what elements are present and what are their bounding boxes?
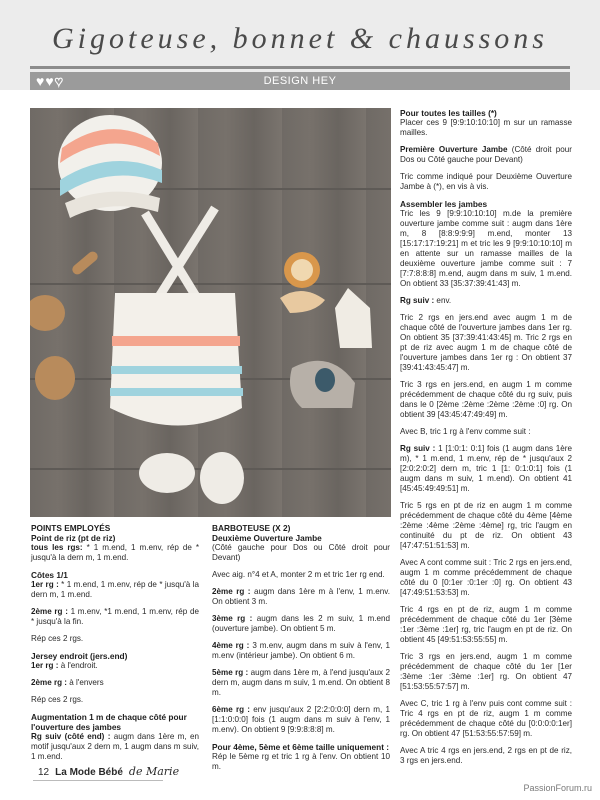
instruction-paragraph bbox=[400, 652, 572, 692]
instruction-text: Avec A cont comme suit : Tric 2 rgs en jers.end, augm 1 m comme précédemment de chaque côté du 0 [0:1er :0:1er :0] rg. On obtient 43 [47:49:51:53:53] m. bbox=[400, 558, 572, 597]
row-label: 6ème rg : bbox=[212, 705, 251, 714]
instruction-text: augm dans 1ère m à l'env, 1 m.env. On obtient 3 m. bbox=[212, 587, 390, 606]
heart-icon: ♥ bbox=[45, 73, 54, 89]
instruction-paragraph bbox=[31, 695, 199, 705]
instruction-paragraph bbox=[212, 752, 390, 772]
instruction-text: Rép ces 2 rgs. bbox=[31, 695, 84, 704]
instruction-text: augm dans 1ère m, à l'end jusqu'aux 2 dern m, augm dans m suiv, 1 m.end. On obtient 8 m. bbox=[212, 668, 390, 697]
instruction-text: Tric 3 rgs en jers.end, en augm 1 m comme précédemment de chaque côté du rg suiv, puis dans le 0 [2ème :2ème :2ème :2ème :0] rg. On obtient 39 [43:45:47:49:49] m. bbox=[400, 380, 572, 419]
section-subheading: Jersey endroit (jers.end) bbox=[31, 651, 128, 661]
section-subheading: Pour 4ème, 5ème et 6ème taille uniquement : bbox=[212, 742, 390, 752]
instruction-paragraph bbox=[212, 668, 390, 698]
straps-illustration bbox=[145, 208, 215, 303]
section-subheading: Augmentation 1 m de chaque côté pour l'ouverture des jambes bbox=[31, 712, 187, 732]
instruction-paragraph bbox=[31, 580, 199, 600]
instruction-paragraph bbox=[400, 605, 572, 645]
column-3 bbox=[400, 108, 572, 773]
section-subheading: Assembler les jambes bbox=[400, 199, 488, 209]
row-label: tous les rgs: bbox=[31, 543, 83, 552]
heart-outline-icon: ♥ bbox=[54, 73, 63, 89]
page-header bbox=[0, 0, 600, 90]
row-label: Rg suiv (côté end) : bbox=[31, 732, 111, 741]
row-label: 2ème rg : bbox=[31, 678, 67, 687]
instruction-text: Tric 5 rgs en pt de riz en augm 1 m comme précédemment de chaque côté du 4ème [4ème :2ème :4ème :2ème :4ème] rg, tric l'augm en continuité du pt de riz. On obtient 43 [47:47:51:51:53] m. bbox=[400, 501, 572, 550]
instruction-text: Tric comme indiqué pour Deuxième Ouverture Jambe à (*), en vis à vis. bbox=[400, 172, 572, 191]
instruction-text: * 1 m.end, 1 m.env, rép de * jusqu'à la dern m, 1 m.end. bbox=[31, 580, 199, 599]
instruction-paragraph bbox=[400, 699, 572, 739]
product-photo bbox=[30, 108, 391, 517]
footer-rule bbox=[33, 780, 163, 781]
section-subheading: Point de riz (pt de riz) bbox=[31, 533, 116, 543]
instruction-text: 1 m.env, *1 m.end, 1 m.env, rép de * jusqu'à la fin. bbox=[31, 607, 199, 626]
heart-icon: ♥ bbox=[36, 73, 45, 89]
instruction-text: Avec A tric 4 rgs en jers.end, 2 rgs en pt de riz, 3 rgs en jers.end. bbox=[400, 746, 572, 765]
instruction-text: (Côté gauche pour Dos ou Côté droit pour Devant) bbox=[212, 543, 390, 562]
instruction-paragraph bbox=[31, 678, 199, 688]
instruction-text: augm dans les 2 m suiv, 1 m.end (ouverture jambe). On obtient 5 m. bbox=[212, 614, 390, 633]
instruction-text: Tric les 9 [9:9:10:10:10] m.de la première ouverture jambe comme suit : augm dans 1ère m, 8 [8:8:9:9:9] m.end, monter 13 [15:17:17:19:21] m et tric les 9 [9:9:10:10:10] m en attente sur un ramasse mailles de la deuxième ouverture jambe comme suit : 7 [7:7:8:8:8] m.end, augm dans m suiv, 1 m.end. On obtient 33 [35:37:39:41:43] m. bbox=[400, 209, 572, 288]
instruction-paragraph bbox=[212, 570, 390, 580]
instruction-paragraph bbox=[400, 296, 572, 306]
instruction-text: à l'endroit. bbox=[58, 661, 98, 670]
instruction-text: Avec B, tric 1 rg à l'env comme suit : bbox=[400, 427, 531, 436]
rattles-illustration bbox=[30, 250, 100, 400]
row-label: 1er rg : bbox=[31, 661, 59, 670]
instruction-text: Rép le 5ème rg et tric 1 rg à l'env. On obtient 10 m. bbox=[212, 752, 390, 771]
lion-toy-illustration bbox=[280, 252, 325, 313]
instruction-paragraph bbox=[212, 705, 390, 735]
instruction-paragraph bbox=[400, 145, 572, 165]
instruction-paragraph bbox=[400, 444, 572, 494]
elephant-toy-illustration bbox=[290, 361, 355, 408]
designer-credit: DESIGN HEY bbox=[263, 75, 337, 87]
row-label: 2ème rg : bbox=[31, 607, 68, 616]
instruction-text: env jusqu'aux 2 [2:2:0:0:0] dern m, 1 [1:1:0:0:0] fois (1 augm dans m suiv à l'env, 1 m.env). On obtient 9 [9:9:8:8:8] m. bbox=[212, 705, 390, 734]
instruction-paragraph bbox=[31, 661, 199, 671]
instruction-text: Tric 4 rgs en pt de riz, augm 1 m comme précédemment de chaque côté du 1er [3ème :1er :3ème :1er] rg, tric l'augm en pt de riz. On obtient 45 [49:51:53:55:55] m. bbox=[400, 605, 572, 644]
instruction-text: 3 m.env, augm dans m suiv à l'env, 1 m.env (intérieur jambe). On obtient 6 m. bbox=[212, 641, 390, 660]
column-2 bbox=[212, 523, 390, 779]
row-label: Rg suiv : bbox=[400, 444, 436, 453]
instruction-paragraph bbox=[400, 172, 572, 192]
magazine-name: La Mode Bébé bbox=[55, 767, 123, 778]
instruction-paragraph bbox=[400, 209, 572, 289]
instruction-text: * 1 m.end, 1 m.env, rép de * jusqu'à la dern m, 1 m.end. bbox=[31, 543, 199, 562]
instruction-paragraph bbox=[31, 607, 199, 627]
instruction-paragraph bbox=[400, 558, 572, 598]
instruction-text: (Côté droit pour Dos ou Côté gauche pour Devant) bbox=[400, 145, 573, 164]
instruction-text: Tric 3 rgs en jers.end, augm 1 m comme précédemment de chaque côté du 1er [1er :3ème :1er :3ème :1er] rg. On obtient 47 [51:53:55:57:57] m. bbox=[400, 652, 572, 691]
instruction-paragraph bbox=[31, 732, 199, 762]
instruction-text: à l'envers bbox=[67, 678, 104, 687]
romper-illustration bbox=[110, 293, 243, 426]
instruction-text: 1 [1:0:1: 0:1] fois (1 augm dans 1ère m), * 1 m.end, 1 m.env, rép de * jusqu'aux 2 [2:0:2:0:2] dern m, tric 1 [1: 0:1:0:1] fois (1 augm dans m suiv, 1 m.end). On obtient 41 [45:45:49:49:51] m. bbox=[400, 444, 573, 493]
magazine-script: de Marie bbox=[128, 765, 180, 778]
page-number: 12 bbox=[38, 767, 50, 778]
instruction-paragraph bbox=[400, 501, 572, 551]
title-rule bbox=[30, 66, 570, 69]
instruction-text: Avec C, tric 1 rg à l'env puis cont comme suit : Tric 4 rgs en pt de riz, augm 1 m comme précédemment de chaque côté du [0:0:0:0:1er] rg. On obtient 47 [51:53:55:57:59] m. bbox=[400, 699, 572, 738]
instruction-paragraph bbox=[31, 634, 199, 644]
column-1 bbox=[31, 523, 199, 769]
page-title: Gigoteuse, bonnet & chaussons bbox=[52, 22, 548, 55]
section-heading: POINTS EMPLOYÉS bbox=[31, 523, 111, 533]
section-heading: BARBOTEUSE (X 2) bbox=[212, 523, 291, 533]
instruction-text: Rép ces 2 rgs. bbox=[31, 634, 84, 643]
instruction-paragraph bbox=[212, 587, 390, 607]
instruction-paragraph bbox=[400, 118, 572, 138]
instruction-text: Avec aig. n°4 et A, monter 2 m et tric 1er rg end. bbox=[212, 570, 385, 579]
photo-illustration bbox=[30, 108, 391, 517]
instruction-paragraph bbox=[212, 543, 390, 563]
row-label: 1er rg : bbox=[31, 580, 59, 589]
section-subheading: Côtes 1/1 bbox=[31, 570, 68, 580]
instruction-text: augm dans 1ère m, en motif jusqu'aux 2 dern m, 1 augm dans m suiv, 1 m.end. bbox=[31, 732, 199, 761]
instruction-paragraph bbox=[212, 641, 390, 661]
instruction-paragraph bbox=[400, 313, 572, 373]
instruction-paragraph bbox=[31, 543, 199, 563]
instruction-paragraph bbox=[400, 746, 572, 766]
instruction-paragraph bbox=[400, 427, 572, 437]
watermark: PassionForum.ru bbox=[523, 783, 592, 793]
instruction-text: env. bbox=[434, 296, 452, 305]
instruction-text: Placer ces 9 [9:9:10:10:10] m sur un ramasse mailles. bbox=[400, 118, 572, 137]
section-subheading: Pour toutes les tailles (*) bbox=[400, 108, 497, 118]
hat-illustration bbox=[58, 115, 162, 218]
row-label: 5ème rg : bbox=[212, 668, 249, 677]
row-label: 3ème rg : bbox=[212, 614, 253, 623]
row-label: 2ème rg : bbox=[212, 587, 251, 596]
footer bbox=[38, 765, 179, 778]
row-label: Rg suiv : bbox=[400, 296, 435, 305]
row-label: Première Ouverture Jambe bbox=[400, 145, 508, 154]
booties-illustration bbox=[139, 452, 244, 504]
instruction-paragraph bbox=[400, 380, 572, 420]
row-label: 4ème rg : bbox=[212, 641, 250, 650]
instruction-text: Tric 2 rgs en jers.end avec augm 1 m de chaque côté de l'ouverture jambes dans 1er rg. On obtient 35 [37:39:41:43:45] m. Tric 2 rgs en pt de riz avec augm 1 m de chaque côté de l'ouverture jambes dans 1er rg : On obtient 37 [39:41:43:45:47] m. bbox=[400, 313, 572, 372]
instruction-paragraph bbox=[212, 614, 390, 634]
section-subheading: Deuxième Ouverture Jambe bbox=[212, 533, 322, 543]
zebra-toy-illustration bbox=[335, 288, 372, 348]
